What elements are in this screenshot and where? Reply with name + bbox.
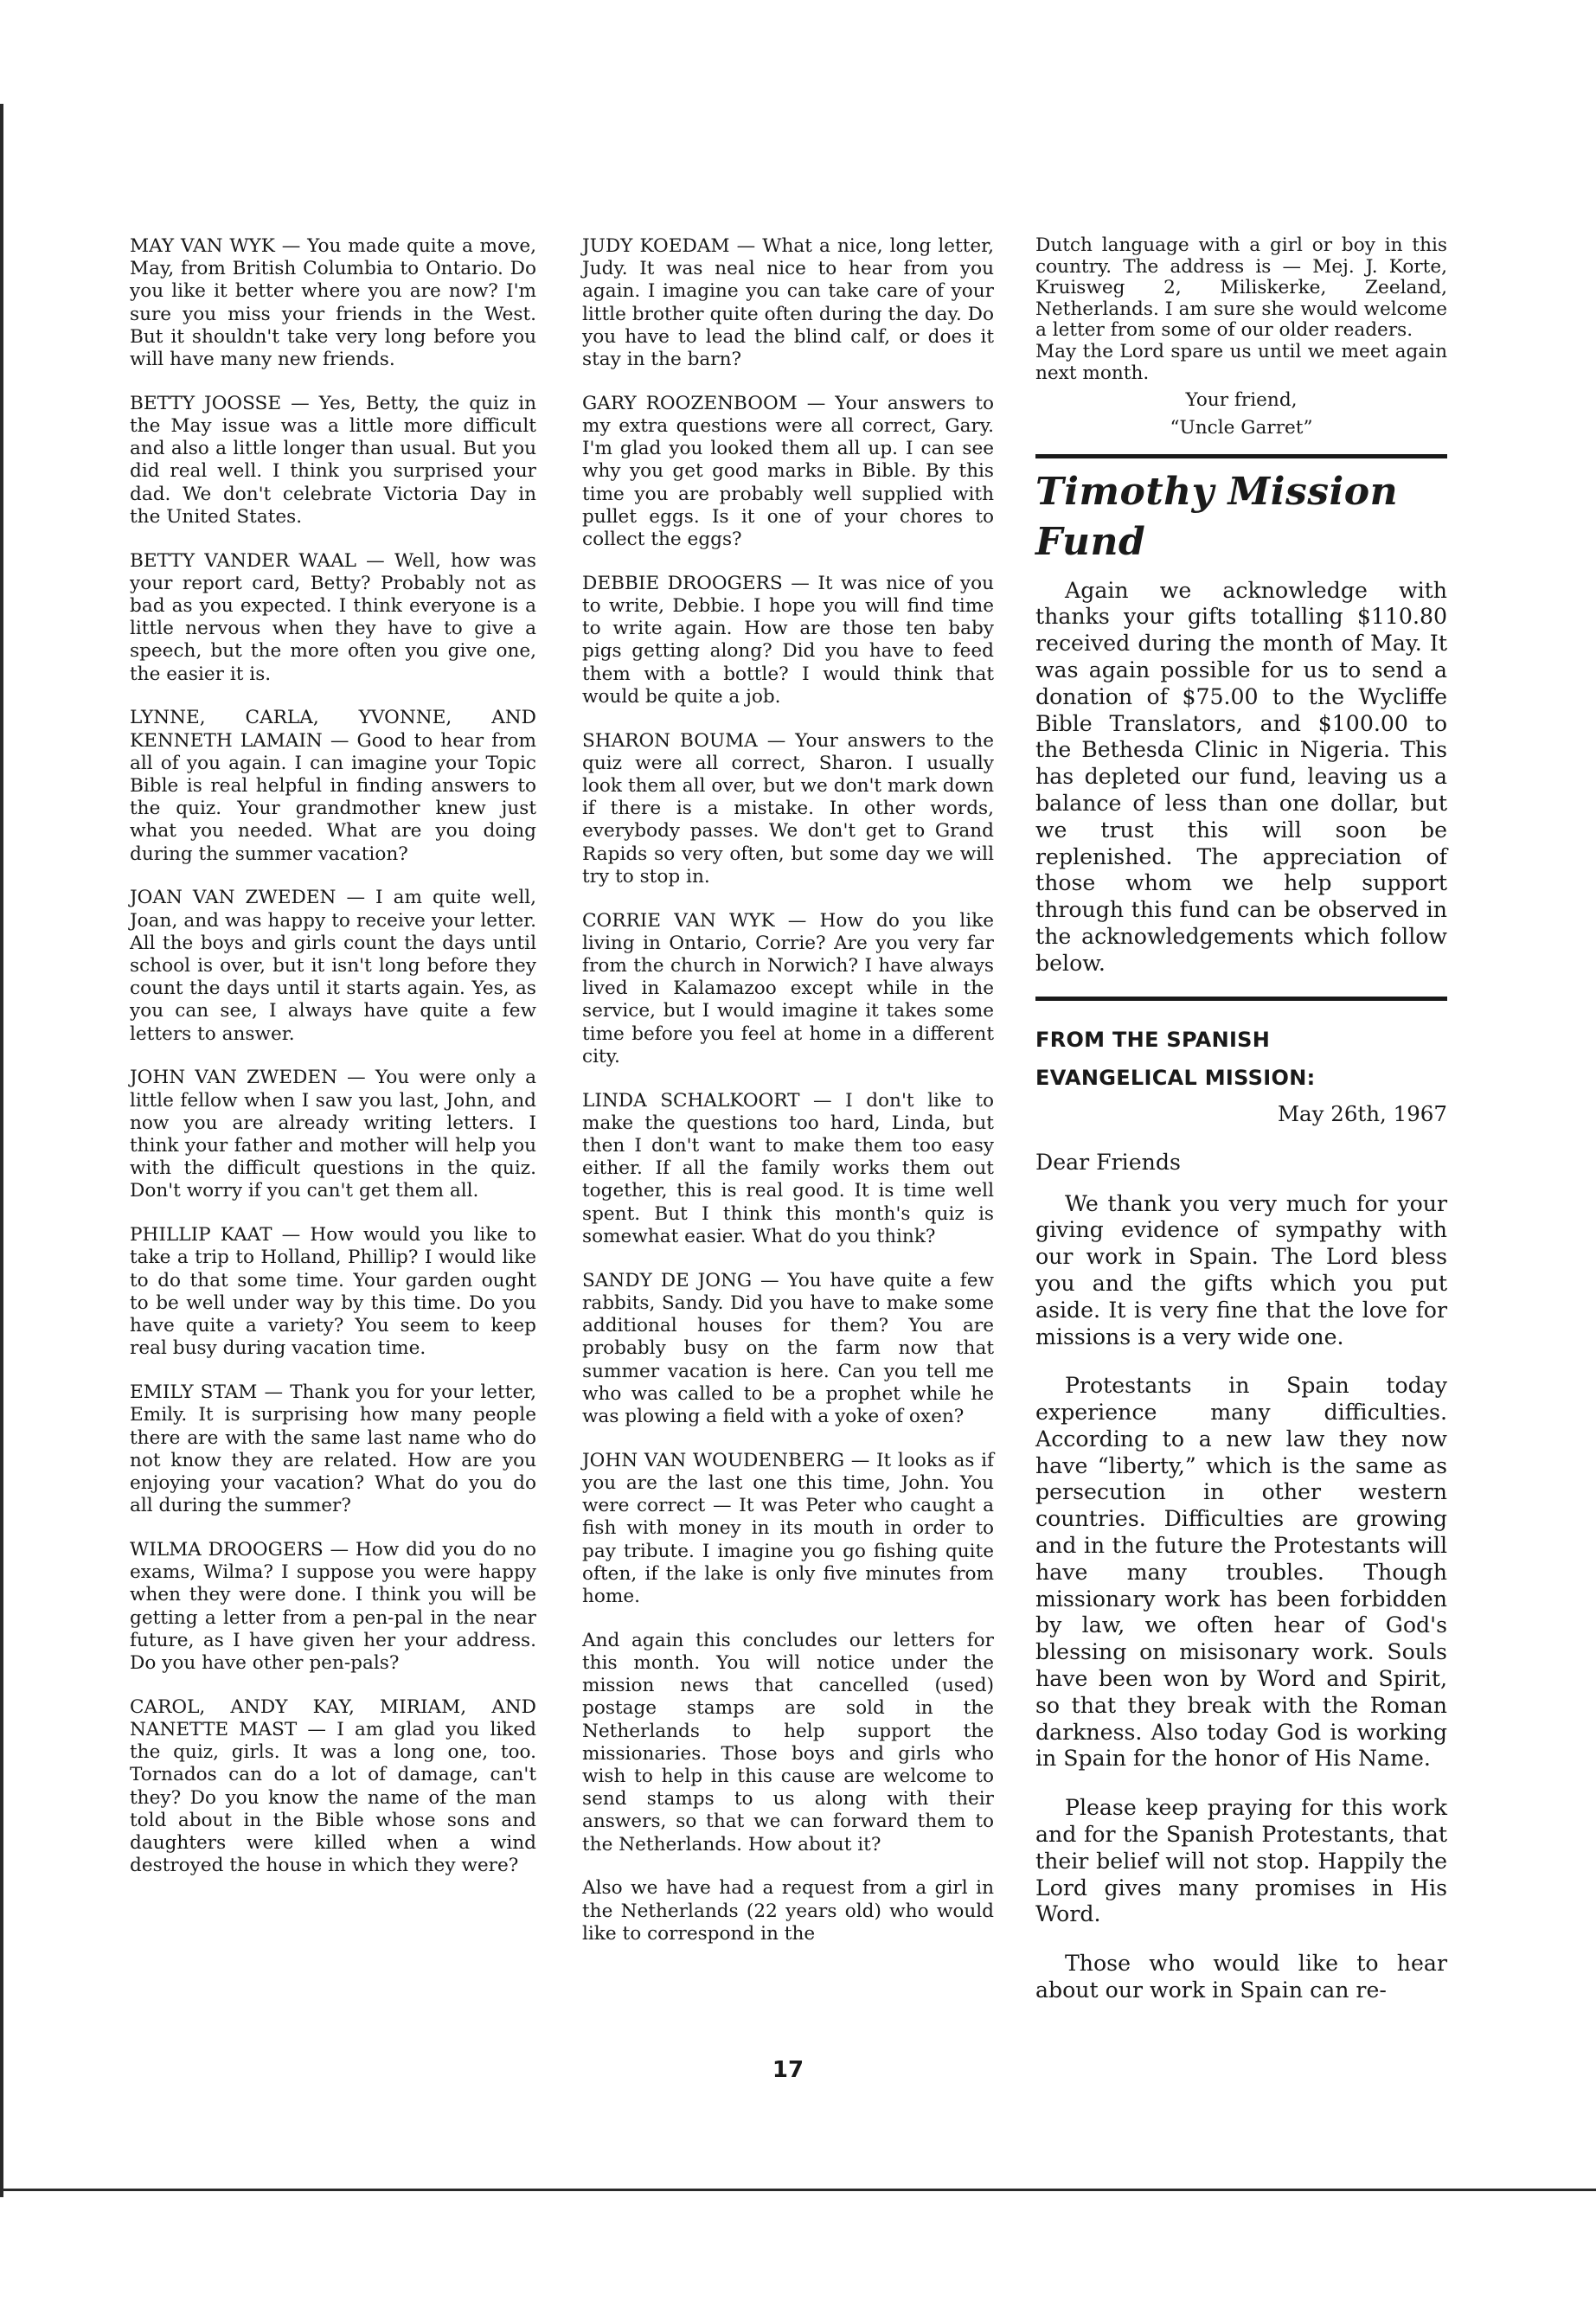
letter-reply: SHARON BOUMA — Your answers to the quiz were all correct, Sharon. I usually look them all over, but we don't mark down if there is a mistake. In other words, everybody passes. We don't get to Grand Rapids so very often, but some day we will try to stop in. [582, 729, 994, 888]
column-2 [582, 235, 994, 1945]
page-edge-left [0, 104, 3, 2197]
signature-friend: Your friend, [1185, 389, 1298, 412]
column-1 [130, 235, 536, 1877]
closing-paragraph: And again this concludes our letters for this month. You will notice under the mission news that cancelled (used) postage stamps are sold in the Netherlands to help support the missionaries. Those boys and girls who wish to help in this cause are welcome to send stamps to us along with their answers, so that we can forward them to the Netherlands. How about it? [582, 1629, 994, 1856]
letter-reply: EMILY STAM — Thank you for your letter, Emily. It is surprising how many people there are with the same last name who do not know they are related. How are you enjoying your vacation? What do you do all during the summer? [130, 1381, 536, 1517]
mission-paragraph: Protestants in Spain today experience many difficulties. According to a new law they now have “liberty,” which is the same as persecution in other western countries. Difficulties are growing and in the future the Protestants will have many troubles. Though missionary work has been forbidden by law, we often hear of God's blessing on misisonary work. Souls have been won by Word and Spirit, so that they break with the Roman darkness. Also today God is working in Spain for the honor of His Name. [1035, 1373, 1447, 1772]
mission-heading-line-1: FROM THE SPANISH [1035, 1027, 1271, 1052]
section-rule [1035, 454, 1447, 458]
letter-reply: SANDY DE JONG — You have quite a few rabbits, Sandy. Did you have to make some additional houses for them? You are probably busy on the farm now that summer vacation is here. Can you tell me who was called to be a prophet while he was plowing a field with a yoke of oxen? [582, 1269, 994, 1427]
letter-reply: MAY VAN WYK — You made quite a move, May, from British Columbia to Ontario. Do you like it better where you are now? I'm sure you miss your friends in the West. But it shouldn't take very long before you will have many new friends. [130, 235, 536, 371]
letter-reply: JOHN VAN ZWEDEN — You were only a little fellow when I saw you last, John, and now you are already writing letters. I think your father and mother will help you with the difficult questions in the quiz. Don't worry if you can't get them all. [130, 1067, 536, 1202]
letter-reply: JOAN VAN ZWEDEN — I am quite well, Joan, and was happy to receive your letter. All the boys and girls count the days until school is over, but it isn't long before they count the days until it starts again. Yes, as you can see, I always have quite a few letters to answer. [130, 887, 536, 1045]
letter-date: May 26th, 1967 [1277, 1100, 1447, 1126]
letter-reply: PHILLIP KAAT — How would you like to take a trip to Holland, Phillip? I would like to do that some time. Your garden ought to be well under way by this time. Do you have quite a variety? You seem to keep real busy during vacation time. [130, 1224, 536, 1360]
pen-pal-paragraph: Also we have had a request from a girl in the Netherlands (22 years old) who would like to correspond in the [582, 1877, 994, 1945]
letter-reply: BETTY JOOSSE — Yes, Betty, the quiz in the May issue was a little more difficult and also a little longer than usual. But you did real well. I think you surprised your dad. We don't celebrate Victoria Day in the United States. [130, 392, 536, 528]
letter-reply: CORRIE VAN WYK — How do you like living in Ontario, Corrie? Are you very far from the church in Norwich? I have always lived in Kalamazoo except while in the service, but I would imagine it takes some time before you feel at home in a different city. [582, 909, 994, 1067]
mission-paragraph: Please keep praying for this work and for the Spanish Protestants, that their belief will not stop. Happily the Lord gives many promises in His Word. [1035, 1795, 1447, 1927]
page-edge-bottom [0, 2189, 1596, 2191]
fund-title: Timothy Mission Fund [1035, 469, 1399, 564]
letter-reply: JOHN VAN WOUDENBERG — It looks as if you are the last one this time, John. You were correct — It was Peter who caught a fish with money in its mouth in order to pay tribute. I imagine you go fishing quite often, if the lake is only five minutes from home. [582, 1449, 994, 1607]
pen-pal-continuation: Dutch language with a girl or boy in this country. The address is — Mej. J. Korte, Kruisweg 2, Miliskerke, Zeeland, Netherlands. I am sure she would welcome a letter from some of our older readers. [1035, 234, 1447, 342]
letter-reply: CAROL, ANDY KAY, MIRIAM, AND NANETTE MAST — I am glad you liked the quiz, girls. It was a long one, too. Tornados can do a lot of damage, can't they? Do you know the name of the man told about in the Bible whose sons and daughters were killed when a wind destroyed the house in which they were? [130, 1695, 536, 1877]
salutation: Dear Friends [1035, 1149, 1181, 1175]
fund-text: Again we acknowledge with thanks your gifts totalling $110.80 received during the month of May. It was again possible for us to send a donation of $75.00 to the Wycliffe Bible Translators, and $100.00 to the Bethesda Clinic in Nigeria. This has depleted our fund, leaving us a balance of less than one dollar, but we trust this will soon be replenished. The appreciation of those whom we help support through this fund can be observed in the acknowledgements which follow below. [1035, 577, 1447, 976]
letter-reply: DEBBIE DROOGERS — It was nice of you to write, Debbie. I hope you will find time to write again. How are those ten baby pigs getting along? Did you have to feed them with a bottle? I would think that would be quite a job. [582, 572, 994, 708]
page-number: 17 [772, 2057, 804, 2083]
closing-line: May the Lord spare us until we meet again next month. [1035, 340, 1447, 384]
mission-heading-line-2: EVANGELICAL MISSION: [1035, 1065, 1316, 1090]
section-rule [1035, 997, 1447, 1001]
letter-reply: LINDA SCHALKOORT — I don't like to make the questions too hard, Linda, but then I don't want to make them too easy either. If all the family works them out together, this is real good. It is time well spent. But I think this month's quiz is somewhat easier. What do you think? [582, 1089, 994, 1247]
column-3 [1035, 235, 1447, 2027]
letter-reply: JUDY KOEDAM — What a nice, long letter, Judy. It was neal nice to hear from you again. I imagine you can take care of your little brother quite often during the day. Do you have to lead the blind calf, or does it stay in the barn? [582, 235, 994, 371]
letter-reply: LYNNE, CARLA, YVONNE, AND KENNETH LAMAIN — Good to hear from all of you again. I can imagine your Topic Bible is real helpful in finding answers to the quiz. Your grandmother knew just what you needed. What are you doing during the summer vacation? [130, 707, 536, 865]
mission-paragraph: We thank you very much for your giving evidence of sympathy with our work in Spain. The Lord bless you and the gifts which you put aside. It is very fine that the love for missions is a very wide one. [1035, 1190, 1447, 1349]
signature-name: “Uncle Garret” [1170, 417, 1313, 439]
letter-reply: GARY ROOZENBOOM — Your answers to my extra questions were all correct, Gary. I'm glad you looked them all up. I can see why you get good marks in Bible. By this time you are probably well supplied with pullet eggs. Is it one of your chores to collect the eggs? [582, 392, 994, 551]
mission-paragraph: Those who would like to hear about our work in Spain can re- [1035, 1951, 1447, 2003]
letter-reply: WILMA DROOGERS — How did you do no exams, Wilma? I suppose you were happy when they were done. I think you will be getting a letter from a pen-pal in the near future, as I have given her your address. Do you have other pen-pals? [130, 1538, 536, 1674]
letter-reply: BETTY VANDER WAAL — Well, how was your report card, Betty? Probably not as bad as you expected. I think everyone is a little nervous when they have to give a speech, but the more often you give one, the easier it is. [130, 549, 536, 685]
mission-heading [1035, 1027, 1447, 1091]
